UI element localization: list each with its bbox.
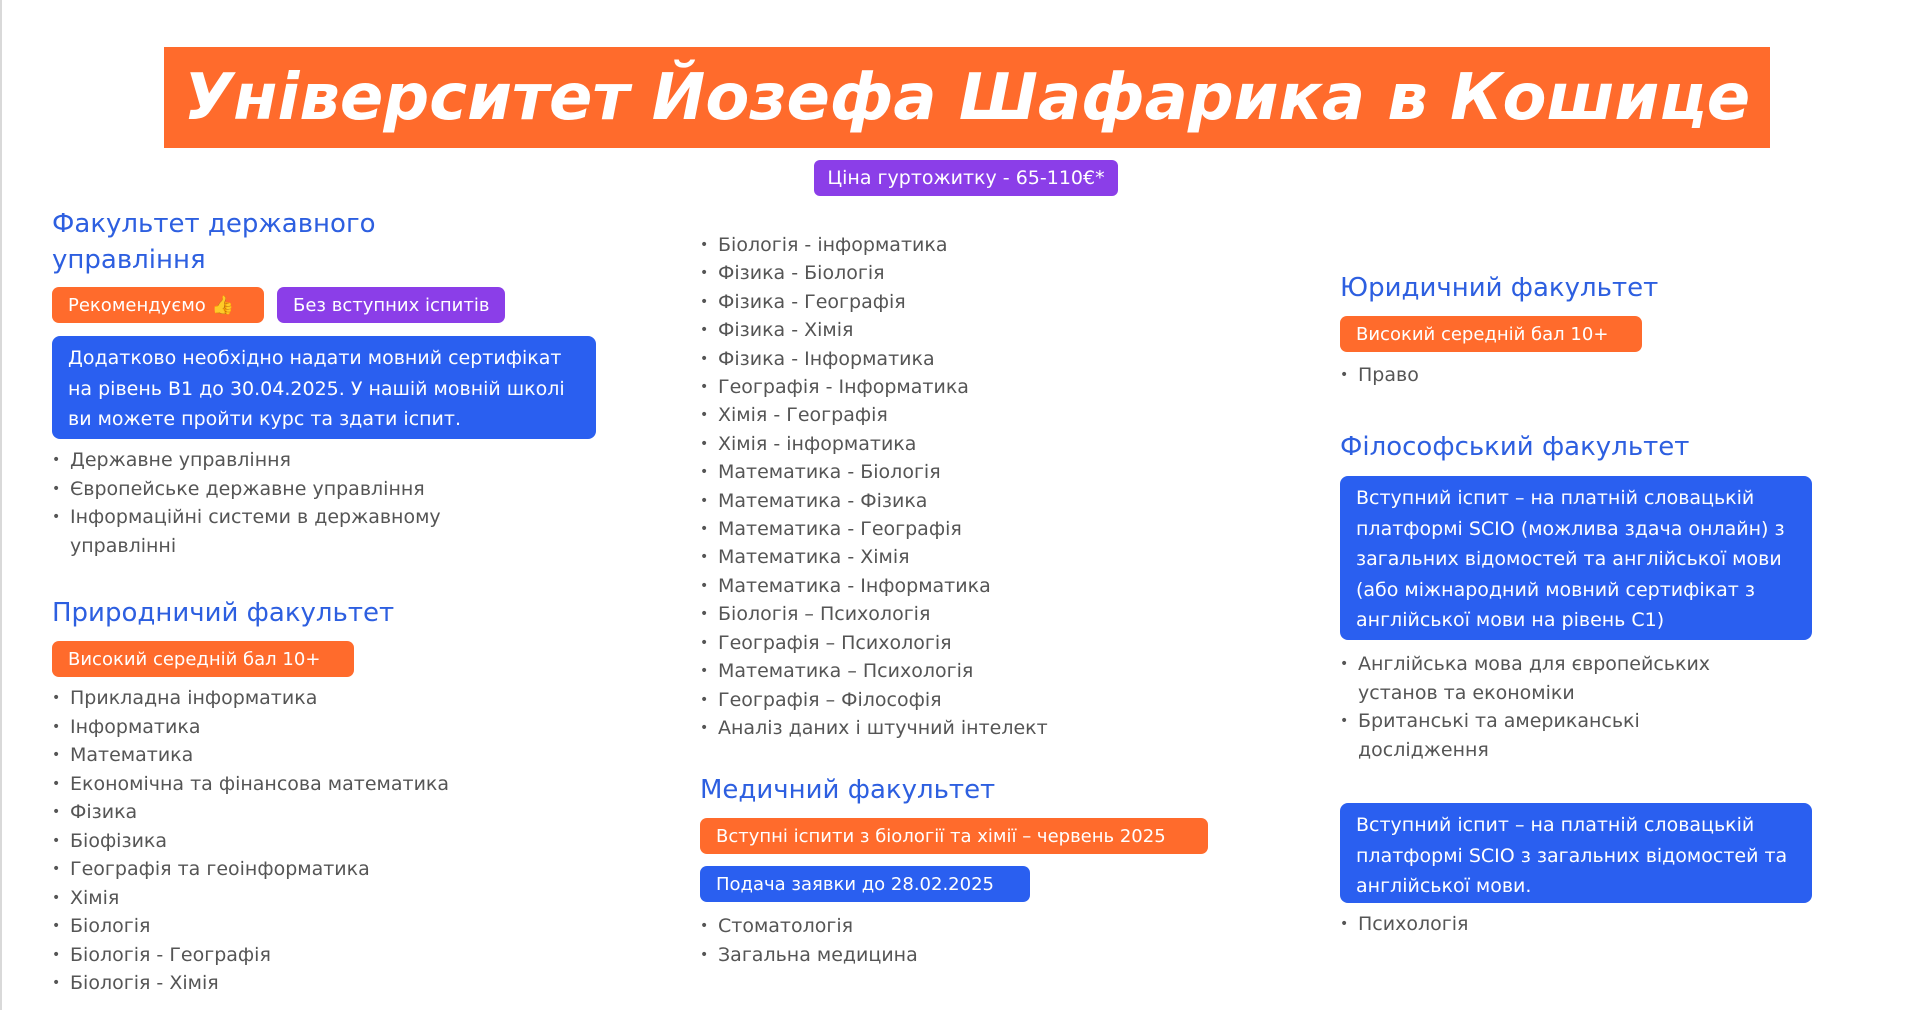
list-item: • Біологія — [52, 912, 512, 941]
list-item: • Стоматологія — [700, 912, 1120, 941]
list-item: • Англійська мова для європейських установ та економіки — [1340, 650, 1770, 707]
list-public-admin-programs — [52, 446, 472, 560]
list-item: • Біологія - інформатика — [700, 231, 1120, 259]
list-item: • Біологія – Психологія — [700, 600, 1120, 628]
list-item: • Географія та геоінформатика — [52, 855, 512, 884]
list-law-programs — [1340, 361, 1760, 390]
list-item: • Психологія — [1340, 910, 1760, 939]
list-philosophy-programs-2 — [1340, 910, 1760, 939]
list-item: • Право — [1340, 361, 1760, 390]
list-item: • Математика - Інформатика — [700, 572, 1120, 600]
list-philosophy-programs-1 — [1340, 650, 1770, 764]
list-medical-programs — [700, 912, 1120, 969]
list-item: • Математика - Географія — [700, 515, 1120, 543]
list-item: • Фізика - Хімія — [700, 316, 1120, 344]
thumbs-up-icon: 👍 — [211, 294, 235, 316]
list-item: • Європейське державне управління — [52, 475, 472, 504]
heading-law: Юридичний факультет — [1340, 273, 1659, 303]
list-item: • Інформаційні системи в державному управлінні — [52, 503, 472, 560]
note-philosophy-exam-1: Вступний іспит – на платній словацькій платформі SCIO (можлива здача онлайн) з загальних відомостей та англійської мови (або міжнародний мовний сертифікат з англійської мови на рівень С1) — [1340, 476, 1812, 640]
badge-application-deadline: Подача заявки до 28.02.2025 — [700, 866, 1030, 902]
list-item: • Аналіз даних і штучний інтелект — [700, 714, 1120, 742]
list-item: • Хімія - Географія — [700, 401, 1120, 429]
badge-recommend-label: Рекомендуємо — [68, 294, 206, 316]
list-item: • Біологія - Географія — [52, 941, 512, 970]
list-item: • Інформатика — [52, 713, 512, 742]
list-item: • Фізика - Біологія — [700, 259, 1120, 287]
page-title: Університет Йозефа Шафарика в Кошице — [183, 60, 1751, 135]
note-language-certificate: Додатково необхідно надати мовний сертифікат на рівень В1 до 30.04.2025. У нашій мовній школі ви можете пройти курс та здати іспит. — [52, 336, 596, 439]
list-item: • Загальна медицина — [700, 941, 1120, 970]
list-item: • Біологія - Хімія — [52, 969, 512, 998]
heading-natural-sciences: Природничий факультет — [52, 598, 395, 628]
list-item: • Хімія - інформатика — [700, 430, 1120, 458]
list-natural-sciences-programs-continued — [700, 231, 1120, 742]
list-item: • Британські та американські дослідження — [1340, 707, 1770, 764]
list-item: • Хімія — [52, 884, 512, 913]
heading-medical: Медичний факультет — [700, 775, 996, 805]
note-philosophy-exam-2: Вступний іспит – на платній словацькій платформі SCIO з загальних відомостей та англійської мови. — [1340, 803, 1812, 903]
badge-law-high-grade: Високий середній бал 10+ — [1340, 316, 1642, 352]
badge-high-grade: Високий середній бал 10+ — [52, 641, 354, 677]
badge-no-exams: Без вступних іспитів — [277, 287, 505, 323]
page-edge — [0, 0, 2, 1010]
badge-medical-exams: Вступні іспити з біології та хімії – червень 2025 — [700, 818, 1208, 854]
list-item: • Математика - Біологія — [700, 458, 1120, 486]
list-item: • Прикладна інформатика — [52, 684, 512, 713]
list-item: • Біофізика — [52, 827, 512, 856]
list-item: • Географія - Інформатика — [700, 373, 1120, 401]
list-item: • Географія – Психологія — [700, 629, 1120, 657]
heading-public-admin: Факультет державного управління — [52, 209, 376, 275]
list-item: • Фізика - Інформатика — [700, 345, 1120, 373]
list-item: • Математика – Психологія — [700, 657, 1120, 685]
dorm-price-badge: Ціна гуртожитку - 65-110€* — [814, 160, 1118, 196]
badge-recommend — [52, 287, 264, 323]
list-natural-sciences-programs — [52, 684, 512, 998]
list-item: • Державне управління — [52, 446, 472, 475]
title-banner — [164, 47, 1770, 148]
list-item: • Математика — [52, 741, 512, 770]
heading-philosophy: Філософський факультет — [1340, 432, 1690, 462]
list-item: • Географія – Філософія — [700, 686, 1120, 714]
list-item: • Фізика — [52, 798, 512, 827]
list-item: • Математика - Фізика — [700, 487, 1120, 515]
list-item: • Математика - Хімія — [700, 543, 1120, 571]
list-item: • Економічна та фінансова математика — [52, 770, 512, 799]
list-item: • Фізика - Географія — [700, 288, 1120, 316]
